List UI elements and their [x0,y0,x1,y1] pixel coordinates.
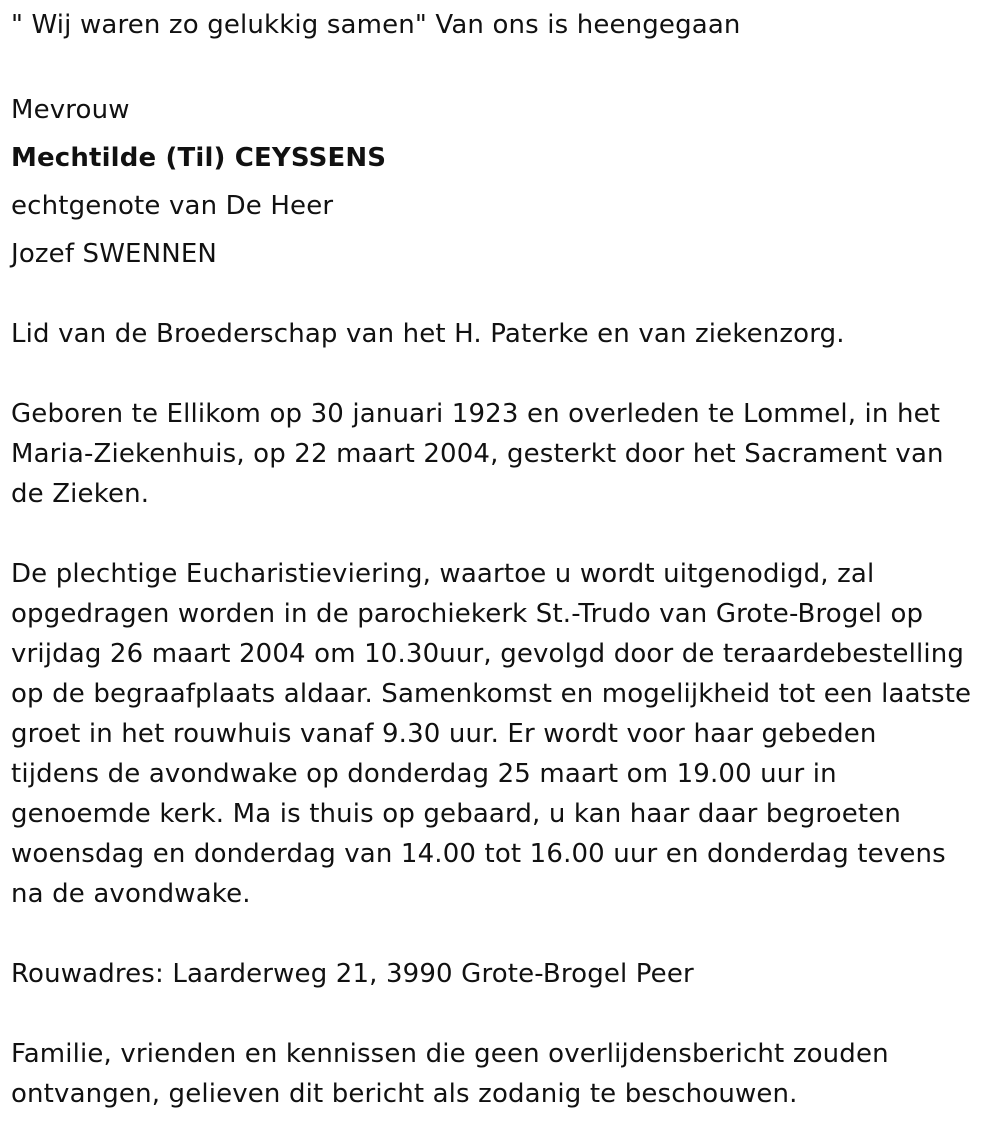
title-prefix: Mevrouw [11,95,130,125]
paragraph-line: tijdens de avondwake op donderdag 25 maart om 19.00 uur in [11,759,837,789]
spacer [11,514,996,554]
spouse-name: Jozef SWENNEN [11,239,218,269]
paragraph-line: Familie, vrienden en kennissen die geen overlijdensbericht zouden [11,1039,889,1069]
paragraph-line: ontvangen, gelieven dit bericht als zodanig te beschouwen. [11,1079,798,1109]
deceased-name: Mechtilde (Til) CEYSSENS [11,143,387,173]
spacer [11,994,996,1034]
obituary-notice [11,0,996,1114]
service-paragraph [11,554,996,914]
birth-death-paragraph [11,394,996,514]
spacer [11,278,996,314]
paragraph-line: De plechtige Eucharistieviering, waartoe u wordt uitgenodigd, zal [11,559,875,589]
address-line: Rouwadres: Laarderweg 21, 3990 Grote-Brogel Peer [11,959,694,989]
paragraph-line: de Zieken. [11,479,150,509]
spacer [11,914,996,954]
paragraph-line: genoemde kerk. Ma is thuis op gebaard, u kan haar daar begroeten [11,799,901,829]
paragraph-line: na de avondwake. [11,879,251,909]
paragraph-line: Geboren te Ellikom op 30 januari 1923 en overleden te Lommel, in het [11,399,941,429]
paragraph-line: op de begraafplaats aldaar. Samenkomst en mogelijkheid tot een laatste [11,679,972,709]
paragraph-line: woensdag en donderdag van 14.00 tot 16.00 uur en donderdag tevens [11,839,946,869]
membership-line: Lid van de Broederschap van het H. Paterke en van ziekenzorg. [11,319,845,349]
spacer [11,354,996,394]
paragraph-line: Maria-Ziekenhuis, op 22 maart 2004, gesterkt door het Sacrament van [11,439,944,469]
paragraph-line: groet in het rouwhuis vanaf 9.30 uur. Er wordt voor haar gebeden [11,719,877,749]
opening-line: " Wij waren zo gelukkig samen" Van ons is heengegaan [11,10,741,40]
closing-paragraph [11,1034,996,1114]
spouse-intro: echtgenote van De Heer [11,191,334,221]
paragraph-line: opgedragen worden in de parochiekerk St.-Trudo van Grote-Brogel op [11,599,924,629]
paragraph-line: vrijdag 26 maart 2004 om 10.30uur, gevolgd door de teraardebestelling [11,639,965,669]
spacer [11,45,996,86]
